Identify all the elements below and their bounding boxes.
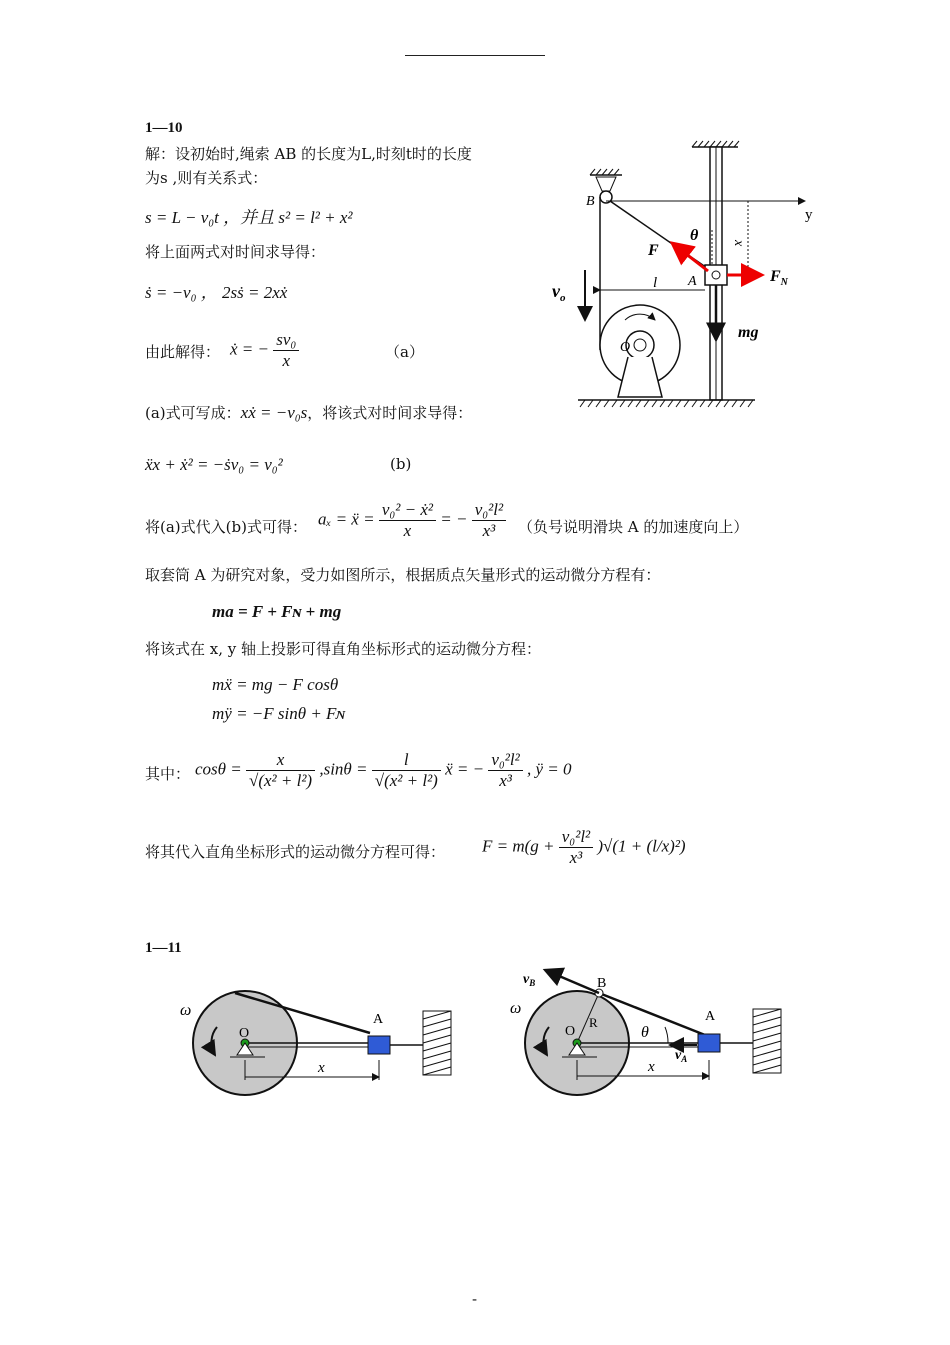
equation-2: ṡ = −v₀ ， 2sṡ = 2xẋ <box>145 283 288 302</box>
object-text: 取套筒 A 为研究对象，受力如图所示，根据质点矢量形式的运动微分方程有： <box>145 566 661 584</box>
final-equation: F = m(g + $\frac{\text{v₀²l²}}{\text{x³}}$ )√(1 + (l/x)²) <box>482 827 686 867</box>
label-O: O <box>565 1024 576 1039</box>
label-l: l <box>653 275 658 291</box>
label-B: B <box>586 194 595 209</box>
label-mg: mg <box>738 324 759 341</box>
equation-6: aₓ = ẍ = $\frac{\text{v₀² − ẋ²}}{x}$ = − $\frac{\text{v₀²l²}}{\text{x³}}$ <box>318 500 506 541</box>
figure-1-11-right <box>505 965 805 1100</box>
label-y: y <box>805 207 813 223</box>
equation-9: mÿ = −F sinθ + Fɴ <box>212 704 346 723</box>
equation-3: ẋ = − $\frac{\text{sv₀}}{x}$ <box>230 330 299 371</box>
acceleration-note: （负号说明滑块 A 的加速度向上） <box>518 518 749 536</box>
label-A: A <box>705 1009 716 1024</box>
substitute-text: 将(a)式代入(b)式可得： <box>145 518 307 536</box>
label-A: A <box>373 1012 384 1027</box>
projection-text: 将该式在 x, y 轴上投影可得直角坐标形式的运动微分方程： <box>145 640 542 658</box>
svg-text:FN <box>769 268 789 288</box>
solve-text: 由此解得： <box>145 343 221 361</box>
equation-7: ma = F + Fɴ + mg <box>212 602 342 621</box>
figure-1-11-left <box>175 985 475 1100</box>
intro-line-1: 解：设初始时,绳索 AB 的长度为L,时刻t时的长度 <box>145 145 472 163</box>
intro-line-2: 为s ,则有关系式： <box>145 169 268 187</box>
label-v0-sub: o <box>560 292 566 304</box>
label-x: x <box>648 1059 655 1075</box>
equation-5: ẍx + ẋ² = −ṡv₀ = v₀² <box>145 455 283 474</box>
equation-10: cosθ = $\frac{x}{\text{√(x² + l²)}}$ ,sinθ = $\frac{l}{\text{√(x² + l²)}}$ ẍ = − $\frac{\text{v₀²l²}}{\text{x³}}$ , ÿ = 0 <box>195 750 572 790</box>
equation-8: mẍ = mg − F cosθ <box>212 675 339 694</box>
where-text: 其中： <box>145 765 191 783</box>
header-rule <box>405 55 545 56</box>
label-x: x <box>731 240 746 247</box>
label-A: A <box>688 274 697 289</box>
figure-1-10 <box>540 135 830 420</box>
svg-text:vo <box>552 281 566 304</box>
label-theta: θ <box>690 227 699 244</box>
svg-text:vB <box>523 972 535 988</box>
label-FN: F <box>770 268 781 285</box>
equation-tag-b: (b) <box>390 455 412 473</box>
label-v0: v <box>552 281 560 301</box>
rewrite-text: (a)式可写成：xẋ = −v₀s，将该式对时间求导得： <box>145 403 473 422</box>
svg-text:vA <box>675 1048 687 1064</box>
derivative-text: 将上面两式对时间求导得： <box>145 243 326 261</box>
label-O: O <box>620 340 631 355</box>
label-x: x <box>318 1060 325 1076</box>
section-heading-1-10: 1—10 <box>145 120 183 136</box>
label-vB: v <box>523 972 530 987</box>
label-FN-sub: N <box>780 277 788 288</box>
label-vA-sub: A <box>681 1054 688 1064</box>
label-vB-sub: B <box>529 978 536 988</box>
final-text: 将其代入直角坐标形式的运动微分方程可得： <box>145 843 446 861</box>
label-B: B <box>597 976 607 991</box>
label-O: O <box>239 1026 250 1041</box>
equation-1: s = L − v₀t ，并且 s² = l² + x² <box>145 208 353 227</box>
label-omega: ω <box>510 1000 522 1017</box>
equation-tag-a: （a） <box>385 343 424 361</box>
label-F: F <box>648 242 659 259</box>
label-theta: θ <box>641 1024 649 1041</box>
section-heading-1-11: 1—11 <box>145 940 182 956</box>
label-R: R <box>589 1015 598 1030</box>
page-footer: - <box>472 1290 478 1308</box>
label-omega: ω <box>180 1002 192 1019</box>
label-vA: v <box>675 1048 682 1063</box>
